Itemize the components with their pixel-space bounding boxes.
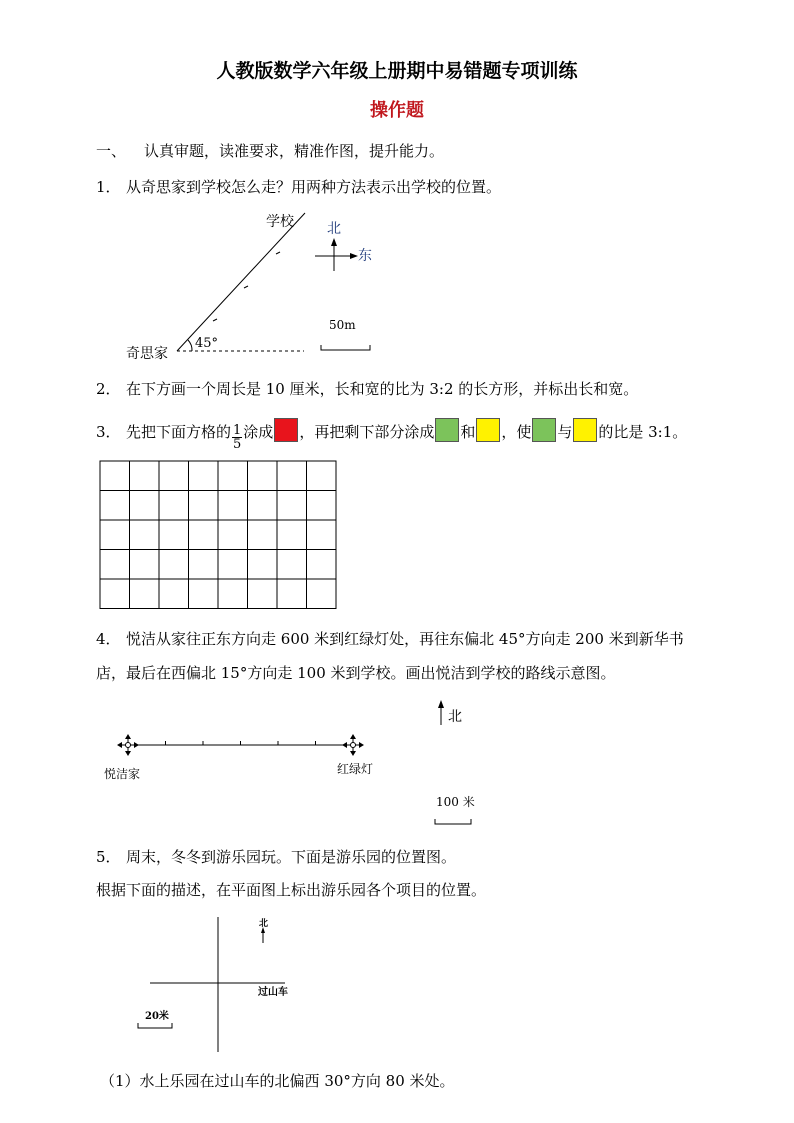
grid-cell[interactable] bbox=[100, 461, 130, 491]
question-1 bbox=[96, 176, 501, 197]
q1-tick bbox=[244, 286, 248, 288]
q1-tick bbox=[276, 252, 280, 254]
grid-cell[interactable] bbox=[159, 491, 189, 521]
q5-north-label: 北 bbox=[259, 919, 269, 929]
fraction-numerator: 1 bbox=[233, 423, 242, 438]
grid-cell[interactable] bbox=[248, 461, 278, 491]
question-5-number: 5． bbox=[96, 848, 121, 866]
section-heading bbox=[96, 140, 444, 161]
question-5-line-2: 根据下面的描述，在平面图上标出游乐园各个项目的位置。 bbox=[96, 881, 487, 899]
q4-home-label: 悦洁家 bbox=[104, 767, 141, 781]
grid-cell[interactable] bbox=[307, 461, 337, 491]
grid-cell[interactable] bbox=[218, 461, 248, 491]
question-3-text-g: 的比是 3:1。 bbox=[598, 423, 688, 441]
q5-scale-label: 20米 bbox=[145, 1011, 169, 1022]
grid-cell[interactable] bbox=[248, 491, 278, 521]
grid-cell[interactable] bbox=[277, 491, 307, 521]
grid-cell[interactable] bbox=[277, 461, 307, 491]
fraction-denominator: 5 bbox=[233, 437, 242, 452]
q4-figure bbox=[100, 695, 490, 830]
grid-cell[interactable] bbox=[218, 550, 248, 580]
section-number: 一、 bbox=[96, 142, 127, 160]
grid-cell[interactable] bbox=[307, 520, 337, 550]
section-instruction: 认真审题，读准要求，精准作图，提升能力。 bbox=[144, 142, 445, 160]
q4-scale-bar bbox=[435, 819, 471, 824]
q4-north-arrow-icon bbox=[438, 700, 444, 708]
question-3-number: 3． bbox=[96, 423, 121, 441]
grid-cell[interactable] bbox=[159, 550, 189, 580]
question-3-text-d: 和 bbox=[460, 423, 476, 441]
grid-cell[interactable] bbox=[248, 520, 278, 550]
grid-cell[interactable] bbox=[307, 550, 337, 580]
question-4-text-line-1: 悦洁从家往正东方向走 600 米到红绿灯处，再往东偏北 45°方向走 200 米到新华书 bbox=[126, 630, 684, 648]
green-swatch bbox=[532, 418, 556, 442]
question-1-text: 从奇思家到学校怎么走？用两种方法表示出学校的位置。 bbox=[126, 178, 502, 196]
grid-cell[interactable] bbox=[189, 550, 219, 580]
grid-cell[interactable] bbox=[277, 550, 307, 580]
q4-scale-label: 100 米 bbox=[436, 795, 475, 809]
grid-cell[interactable] bbox=[159, 579, 189, 609]
q3-coloring-grid[interactable] bbox=[99, 460, 341, 612]
grid-cell[interactable] bbox=[189, 520, 219, 550]
question-2 bbox=[96, 378, 638, 399]
grid-cell[interactable] bbox=[159, 461, 189, 491]
q1-home-label: 奇思家 bbox=[126, 346, 168, 362]
question-5-text-line-1: 周末，冬冬到游乐园玩。下面是游乐园的位置图。 bbox=[126, 848, 457, 866]
page-title: 人教版数学六年级上册期中易错题专项训练 bbox=[216, 60, 578, 82]
question-4-line-1 bbox=[96, 628, 684, 649]
q4-north-label: 北 bbox=[448, 709, 462, 725]
question-3-text-b: 涂成 bbox=[243, 423, 274, 441]
question-5-sub-1: （1）水上乐园在过山车的北偏西 30°方向 80 米处。 bbox=[100, 1072, 455, 1090]
grid-cell[interactable] bbox=[189, 491, 219, 521]
grid-cell[interactable] bbox=[189, 579, 219, 609]
question-1-number: 1． bbox=[96, 178, 121, 196]
grid-cell[interactable] bbox=[248, 550, 278, 580]
yellow-swatch bbox=[573, 418, 597, 442]
grid-cell[interactable] bbox=[100, 491, 130, 521]
grid-cell[interactable] bbox=[130, 579, 160, 609]
question-3-text-e: ，使 bbox=[501, 423, 532, 441]
question-2-number: 2． bbox=[96, 380, 121, 398]
q4-light-label: 红绿灯 bbox=[337, 762, 374, 776]
question-2-text: 在下方画一个周长是 10 厘米，长和宽的比为 3:2 的长方形，并标出长和宽。 bbox=[126, 380, 639, 398]
grid-cell[interactable] bbox=[218, 520, 248, 550]
grid-cell[interactable] bbox=[130, 461, 160, 491]
grid-cell[interactable] bbox=[189, 461, 219, 491]
q1-angle-label: 45° bbox=[195, 336, 219, 351]
q5-figure bbox=[130, 912, 300, 1057]
grid-cell[interactable] bbox=[218, 491, 248, 521]
q5-scale-bar bbox=[138, 1023, 172, 1028]
q1-scale-label: 50m bbox=[329, 318, 356, 332]
q1-east-arrow-icon bbox=[350, 253, 358, 259]
grid-cell[interactable] bbox=[130, 520, 160, 550]
q1-north-label: 北 bbox=[327, 221, 341, 237]
q4-home-compass-icon bbox=[117, 734, 139, 756]
green-swatch bbox=[435, 418, 459, 442]
grid-cell[interactable] bbox=[307, 491, 337, 521]
q1-angle-arc bbox=[188, 340, 192, 351]
question-3-text-f: 与 bbox=[557, 423, 573, 441]
grid-cell[interactable] bbox=[100, 520, 130, 550]
question-3-text-c: ，再把剩下部分涂成 bbox=[299, 423, 435, 441]
grid-cell[interactable] bbox=[159, 520, 189, 550]
q1-school-label: 学校 bbox=[266, 214, 294, 230]
question-4-number: 4． bbox=[96, 630, 121, 648]
grid-cell[interactable] bbox=[100, 550, 130, 580]
q1-tick bbox=[213, 319, 217, 321]
q5-center-label: 过山车 bbox=[258, 987, 288, 998]
q4-light-compass-icon bbox=[342, 734, 364, 756]
question-3-text-a: 先把下面方格的 bbox=[126, 423, 232, 441]
yellow-swatch bbox=[476, 418, 500, 442]
grid-cell[interactable] bbox=[130, 550, 160, 580]
q1-east-label: 东 bbox=[358, 248, 372, 264]
question-4-line-2: 店，最后在西偏北 15°方向走 100 米到学校。画出悦洁到学校的路线示意图。 bbox=[96, 664, 616, 682]
question-3-fraction bbox=[232, 424, 242, 451]
q1-diagonal-line bbox=[177, 213, 305, 351]
grid-cell[interactable] bbox=[218, 579, 248, 609]
grid-cell[interactable] bbox=[277, 520, 307, 550]
page-subtitle: 操作题 bbox=[370, 100, 424, 121]
grid-cell[interactable] bbox=[248, 579, 278, 609]
question-3 bbox=[96, 418, 687, 451]
grid-cell[interactable] bbox=[130, 491, 160, 521]
q1-scale-bar bbox=[321, 345, 370, 350]
question-5-line-1 bbox=[96, 846, 456, 867]
red-swatch bbox=[274, 418, 298, 442]
grid-cell[interactable] bbox=[307, 579, 337, 609]
q1-figure bbox=[100, 205, 420, 365]
grid-cell[interactable] bbox=[100, 579, 130, 609]
grid-cell[interactable] bbox=[277, 579, 307, 609]
q1-north-arrow-icon bbox=[331, 238, 337, 246]
